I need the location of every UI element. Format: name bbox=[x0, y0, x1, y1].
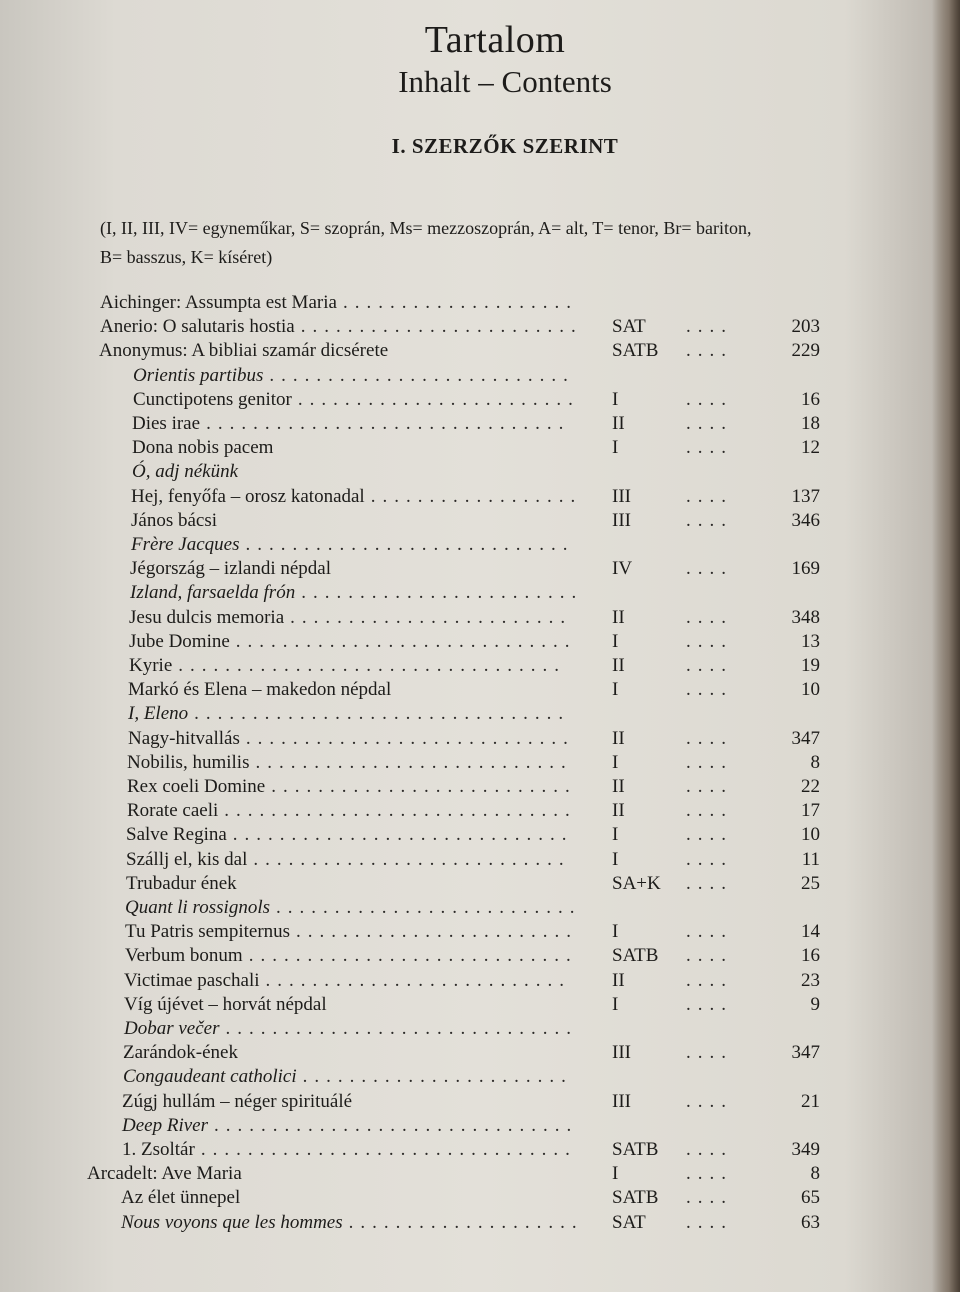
page-number: 9 bbox=[810, 993, 820, 1015]
dot-leader: .... bbox=[686, 727, 733, 749]
toc-entry bbox=[0, 389, 960, 413]
voicing: I bbox=[612, 824, 619, 846]
dot-leader: ................................. bbox=[178, 655, 567, 676]
toc-entry bbox=[0, 824, 960, 848]
toc-entry bbox=[0, 292, 960, 316]
voicing: II bbox=[612, 727, 625, 749]
dot-leader: ............................... bbox=[206, 413, 571, 434]
entry-title: I, Eleno bbox=[128, 703, 189, 725]
toc-entry bbox=[0, 1163, 960, 1187]
entry-title: Rex coeli Domine bbox=[127, 776, 266, 797]
entry-title: Zarándok-ének bbox=[123, 1042, 238, 1064]
abbreviation-legend bbox=[100, 214, 840, 272]
dot-leader: .... bbox=[686, 1042, 733, 1064]
entry-title: Anerio: O salutaris hostia bbox=[100, 316, 295, 338]
toc-entry bbox=[0, 703, 960, 727]
dot-leader: ........................ bbox=[296, 921, 579, 943]
entry-title: Markó és Elena – makedon népdal bbox=[128, 679, 392, 701]
toc-entry bbox=[0, 1115, 960, 1139]
voicing: I bbox=[612, 751, 619, 773]
toc-entry bbox=[0, 655, 960, 679]
entry-title: Nous voyons que les hommes bbox=[121, 1211, 343, 1233]
voicing: SA+K bbox=[612, 872, 661, 894]
dot-leader: ........................ bbox=[297, 388, 580, 410]
entry-title: Salve Regina bbox=[126, 824, 227, 846]
toc-entry bbox=[0, 1018, 960, 1042]
dot-leader: ............................ bbox=[245, 727, 575, 749]
dot-leader: .... bbox=[686, 969, 733, 991]
dot-leader: .... bbox=[686, 316, 733, 338]
voicing: I bbox=[612, 630, 619, 652]
entry-title: Dies irae bbox=[132, 413, 201, 434]
entry-title: Dobar večer bbox=[124, 1018, 220, 1039]
dot-leader: .............................. bbox=[225, 1018, 578, 1039]
page-number: 13 bbox=[801, 630, 820, 652]
toc-entry bbox=[0, 558, 960, 582]
dot-leader: .... bbox=[686, 558, 733, 580]
entry-title: Cunctipotens genitor bbox=[133, 388, 292, 410]
voicing: II bbox=[612, 800, 625, 822]
toc-entry bbox=[0, 316, 960, 340]
voicing: I bbox=[612, 679, 619, 701]
voicing: I bbox=[612, 1163, 619, 1185]
dot-leader: ........................... bbox=[253, 848, 571, 870]
page-number: 25 bbox=[801, 872, 820, 894]
dot-leader: ............................. bbox=[235, 630, 577, 652]
dot-leader: .... bbox=[686, 388, 733, 410]
dot-leader: .................... bbox=[342, 292, 578, 313]
voicing: I bbox=[612, 921, 619, 943]
entry-title: Deep River bbox=[122, 1114, 208, 1136]
toc-entry bbox=[0, 534, 960, 558]
toc-entry bbox=[0, 413, 960, 437]
page-number: 347 bbox=[791, 1042, 820, 1064]
page-number: 21 bbox=[801, 1090, 820, 1112]
entry-title: Rorate caeli bbox=[127, 800, 219, 822]
dot-leader: ................................ bbox=[194, 703, 571, 725]
entry-title: Nobilis, humilis bbox=[127, 751, 250, 773]
entry-title: Szállj el, kis dal bbox=[126, 848, 248, 870]
page-number: 8 bbox=[810, 751, 820, 773]
toc-entry bbox=[0, 679, 960, 703]
toc-entry bbox=[0, 461, 960, 485]
entry-title: Arcadelt: Ave Maria bbox=[87, 1163, 242, 1185]
voicing: II bbox=[612, 655, 625, 676]
dot-leader: .... bbox=[686, 509, 733, 531]
page-number: 63 bbox=[801, 1211, 820, 1233]
entry-title: Orientis partibus bbox=[133, 364, 264, 386]
dot-leader: ................................ bbox=[200, 1139, 577, 1160]
section-heading: I. SZERZŐK SZERINT bbox=[391, 134, 619, 158]
page-number: 203 bbox=[791, 316, 820, 338]
dot-leader: .................... bbox=[348, 1211, 584, 1233]
entry-title: Kyrie bbox=[129, 655, 173, 676]
voicing: III bbox=[612, 485, 631, 507]
dot-leader: .... bbox=[686, 1139, 733, 1160]
entry-title: Anonymus: A bibliai szamár dicsérete bbox=[99, 340, 389, 362]
toc-entry bbox=[0, 1139, 960, 1163]
dot-leader: .... bbox=[686, 800, 733, 822]
toc-entry bbox=[0, 607, 960, 631]
page-number: 169 bbox=[791, 558, 820, 580]
dot-leader: .............................. bbox=[224, 800, 577, 822]
dot-leader: .... bbox=[686, 485, 733, 507]
toc-entry bbox=[0, 994, 960, 1018]
dot-leader: .... bbox=[686, 776, 733, 797]
page-number: 12 bbox=[801, 437, 820, 459]
dot-leader: .......................... bbox=[265, 969, 571, 991]
page-number: 137 bbox=[791, 485, 820, 507]
dot-leader: .................. bbox=[370, 485, 583, 507]
voicing: II bbox=[612, 413, 625, 434]
entry-title: Tu Patris sempiternus bbox=[125, 921, 291, 943]
voicing: SAT bbox=[612, 1211, 646, 1233]
page-number: 347 bbox=[791, 727, 820, 749]
dot-leader: .... bbox=[686, 1187, 733, 1209]
entry-title: Dona nobis pacem bbox=[132, 437, 274, 459]
toc-entry bbox=[0, 1091, 960, 1115]
toc-entry bbox=[0, 945, 960, 969]
dot-leader: .... bbox=[686, 824, 733, 846]
voicing: SATB bbox=[612, 945, 659, 967]
page-number: 65 bbox=[801, 1187, 820, 1209]
entry-title: Aichinger: Assumpta est Maria bbox=[100, 292, 337, 313]
dot-leader: .... bbox=[686, 437, 733, 459]
toc-entry bbox=[0, 921, 960, 945]
toc-entry bbox=[0, 631, 960, 655]
toc-entry bbox=[0, 752, 960, 776]
toc-entry bbox=[0, 437, 960, 461]
dot-leader: ............................ bbox=[248, 945, 578, 967]
toc-entry bbox=[0, 510, 960, 534]
page-number: 16 bbox=[801, 945, 820, 967]
voicing: IV bbox=[612, 558, 633, 580]
page-number: 349 bbox=[791, 1139, 820, 1160]
entry-title: 1. Zsoltár bbox=[122, 1139, 195, 1160]
dot-leader: .......................... bbox=[276, 897, 582, 918]
entry-title: Nagy-hitvallás bbox=[128, 727, 240, 749]
entry-title: Congaudeant catholici bbox=[123, 1066, 297, 1088]
page-number: 348 bbox=[791, 606, 820, 628]
dot-leader: ....................... bbox=[302, 1066, 573, 1088]
entry-title: Izland, farsaelda frón bbox=[130, 582, 296, 604]
toc-entry bbox=[0, 849, 960, 873]
dot-leader: .... bbox=[686, 921, 733, 943]
toc-entry bbox=[0, 1187, 960, 1211]
dot-leader: .... bbox=[686, 872, 733, 894]
voicing: SATB bbox=[612, 1187, 659, 1209]
dot-leader: ........................... bbox=[255, 751, 573, 773]
toc-entry bbox=[0, 776, 960, 800]
dot-leader: .... bbox=[686, 679, 733, 701]
toc-entry bbox=[0, 1212, 960, 1236]
legend-line-2: B= basszus, K= kíséret) bbox=[100, 247, 273, 267]
dot-leader: .... bbox=[686, 751, 733, 773]
entry-title: Ó, adj nékünk bbox=[132, 461, 239, 483]
entry-title: Víg újévet – horvát népdal bbox=[124, 993, 327, 1015]
page-number: 8 bbox=[810, 1163, 820, 1185]
entry-title: Trubadur ének bbox=[126, 872, 237, 894]
dot-leader: .......................... bbox=[269, 364, 575, 386]
entry-title: János bácsi bbox=[131, 509, 218, 531]
dot-leader: .... bbox=[686, 340, 733, 362]
dot-leader: ........................ bbox=[300, 316, 583, 338]
entry-title: Jégország – izlandi népdal bbox=[130, 558, 332, 580]
dot-leader: .... bbox=[686, 945, 733, 967]
dot-leader: .... bbox=[686, 1090, 733, 1112]
entry-title: Jesu dulcis memoria bbox=[129, 606, 285, 628]
page-number: 22 bbox=[801, 776, 820, 797]
voicing: SATB bbox=[612, 340, 659, 362]
dot-leader: .... bbox=[686, 848, 733, 870]
entry-title: Frère Jacques bbox=[131, 534, 240, 555]
voicing: SAT bbox=[612, 316, 646, 338]
voicing: II bbox=[612, 606, 625, 628]
page-number: 10 bbox=[801, 824, 820, 846]
toc-entry bbox=[0, 1042, 960, 1066]
toc-entry bbox=[0, 340, 960, 364]
voicing: III bbox=[612, 1090, 631, 1112]
page-number: 16 bbox=[801, 388, 820, 410]
entry-title: Victimae paschali bbox=[124, 969, 260, 991]
page-number: 14 bbox=[801, 921, 820, 943]
toc-entry bbox=[0, 897, 960, 921]
toc-entry bbox=[0, 970, 960, 994]
dot-leader: ........................ bbox=[290, 606, 573, 628]
voicing: II bbox=[612, 776, 625, 797]
entry-title: Az élet ünnepel bbox=[121, 1187, 241, 1209]
dot-leader: .... bbox=[686, 655, 733, 676]
dot-leader: .......................... bbox=[271, 776, 577, 797]
dot-leader: ........................ bbox=[301, 582, 584, 604]
dot-leader: .... bbox=[686, 630, 733, 652]
voicing: I bbox=[612, 388, 619, 410]
toc-entry bbox=[0, 365, 960, 389]
voicing: SATB bbox=[612, 1139, 659, 1160]
page-number: 23 bbox=[801, 969, 820, 991]
dot-leader: ............................. bbox=[232, 824, 574, 846]
voicing: I bbox=[612, 848, 619, 870]
toc-entry bbox=[0, 1066, 960, 1090]
dot-leader: ............................ bbox=[245, 534, 575, 555]
page-number: 19 bbox=[801, 655, 820, 676]
voicing: II bbox=[612, 969, 625, 991]
toc-entry bbox=[0, 800, 960, 824]
voicing: III bbox=[612, 1042, 631, 1064]
page-number: 17 bbox=[801, 800, 820, 822]
page-title: Tartalom bbox=[424, 19, 566, 61]
toc-entry bbox=[0, 873, 960, 897]
entry-title: Jube Domine bbox=[129, 630, 230, 652]
page-number: 11 bbox=[801, 848, 820, 870]
dot-leader: .... bbox=[686, 1211, 733, 1233]
entry-title: Verbum bonum bbox=[125, 945, 243, 967]
page-subtitle: Inhalt – Contents bbox=[398, 64, 612, 99]
page-number: 18 bbox=[801, 413, 820, 434]
voicing: III bbox=[612, 509, 631, 531]
legend-line-1: (I, II, III, IV= egyneműkar, S= szoprán, Ms= mezzoszoprán, A= alt, T= tenor, Br= bariton, bbox=[100, 218, 752, 238]
contents-list bbox=[0, 292, 960, 1292]
dot-leader: .... bbox=[686, 413, 733, 434]
toc-entry bbox=[0, 728, 960, 752]
toc-entry bbox=[0, 582, 960, 606]
entry-title: Hej, fenyőfa – orosz katonadal bbox=[131, 485, 365, 507]
dot-leader: ............................... bbox=[213, 1114, 579, 1136]
dot-leader: .... bbox=[686, 606, 733, 628]
entry-title: Zúgj hullám – néger spirituálé bbox=[122, 1090, 353, 1112]
voicing: I bbox=[612, 993, 619, 1015]
page-number: 229 bbox=[791, 340, 820, 362]
entry-title: Quant li rossignols bbox=[125, 897, 270, 918]
toc-entry bbox=[0, 486, 960, 510]
dot-leader: .... bbox=[686, 993, 733, 1015]
dot-leader: .... bbox=[686, 1163, 733, 1185]
page-number: 10 bbox=[801, 679, 820, 701]
voicing: I bbox=[612, 437, 619, 459]
page-number: 346 bbox=[791, 509, 820, 531]
